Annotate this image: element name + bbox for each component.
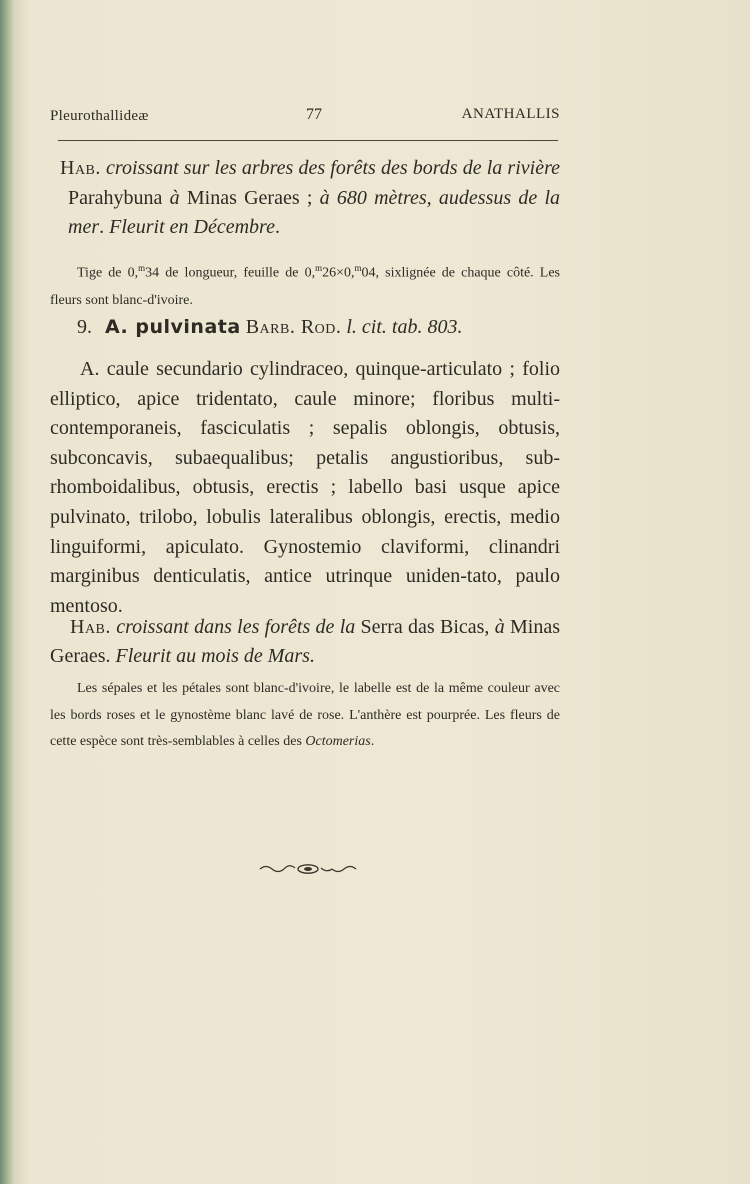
punctuation: . [99,216,105,238]
unit-superscript: m [354,263,362,273]
latin-description: A. caule secundario cylindraceo, quinque-articulato ; folio elliptico, apice tridentato, caule minore; floribus multi-contemporaneis, fasciculatis ; sepalis oblongis, obtusis, subconcavis, subaequalibus; petalis angustioribus, sub-rhomboidalibus, obtusis, erectis ; labello basi usque apice pulvinato, trilobo, lobulis lateralibus oblongis, erectis, medio linguiformi, apiculato. Gynostemio claviformi, clinandri marginibus denticulatis, antice utrinque uniden-tato, paulo mentoso. [50,358,560,617]
unit-superscript: m [138,263,146,273]
note-text: 34 de longueur, feuille de 0, [145,265,316,281]
habitat-paragraph-2 [50,613,560,671]
page-number: 77 [306,106,322,123]
note-text: Tige de 0, [77,265,139,281]
note-text: 26×0, [322,265,355,281]
habitat-text-italic: croissant sur les arbres des forêts des bords de la rivière [106,157,560,179]
habitat-place: Parahybuna [68,186,163,209]
punctuation: . [370,734,375,749]
flowering-time: Fleurit au mois de Mars. [115,645,315,667]
habitat-place: Minas Geraes ; [186,186,313,209]
genus-reference: Octomerias [305,734,371,749]
habitat-place: Serra das Bicas, [360,616,490,638]
habitat-label: Hab. [70,616,111,638]
species-number: 9. [77,316,92,338]
habitat-text-italic: croissant dans les forêts de la [116,616,356,638]
species-name: A. pulvinata [105,316,241,338]
typographic-fleuron-icon [258,862,358,876]
note-paragraph-2 [50,676,560,756]
note-text: Les sépales et les pétales sont blanc-d'ivoire, le labelle est de la même couleur avec les bords roses et le gynostème blanc lavé de rose. L'anthère est pourprée. Les fleurs de cette espèce sont très-semblables à celles des [50,681,560,749]
running-title-right: ANATHALLIS [461,106,560,122]
species-heading [77,312,560,342]
running-header [50,106,560,130]
punctuation: . [274,216,280,238]
habitat-paragraph-1 [50,154,560,243]
note-text: 04, sixlignée de chaque côté. Les fleurs sont blanc-d'ivoire. [50,265,560,308]
species-author: Barb. Rod. [245,316,342,338]
unit-superscript: m [315,263,323,273]
running-title-left: Pleurothallideæ [50,108,149,124]
habitat-label: Hab. [60,157,101,179]
habitat-place: Minas Geraes. [50,616,561,667]
habitat-text-italic: à [169,186,180,209]
header-rule [58,140,558,141]
species-reference: l. cit. tab. 803. [346,316,463,338]
habitat-text-italic: à [494,616,505,638]
habitat-altitude: à 680 mètres, audessus de la mer [68,186,561,238]
note-paragraph-1 [50,255,560,314]
flowering-time: Fleurit en Décembre [109,216,275,238]
